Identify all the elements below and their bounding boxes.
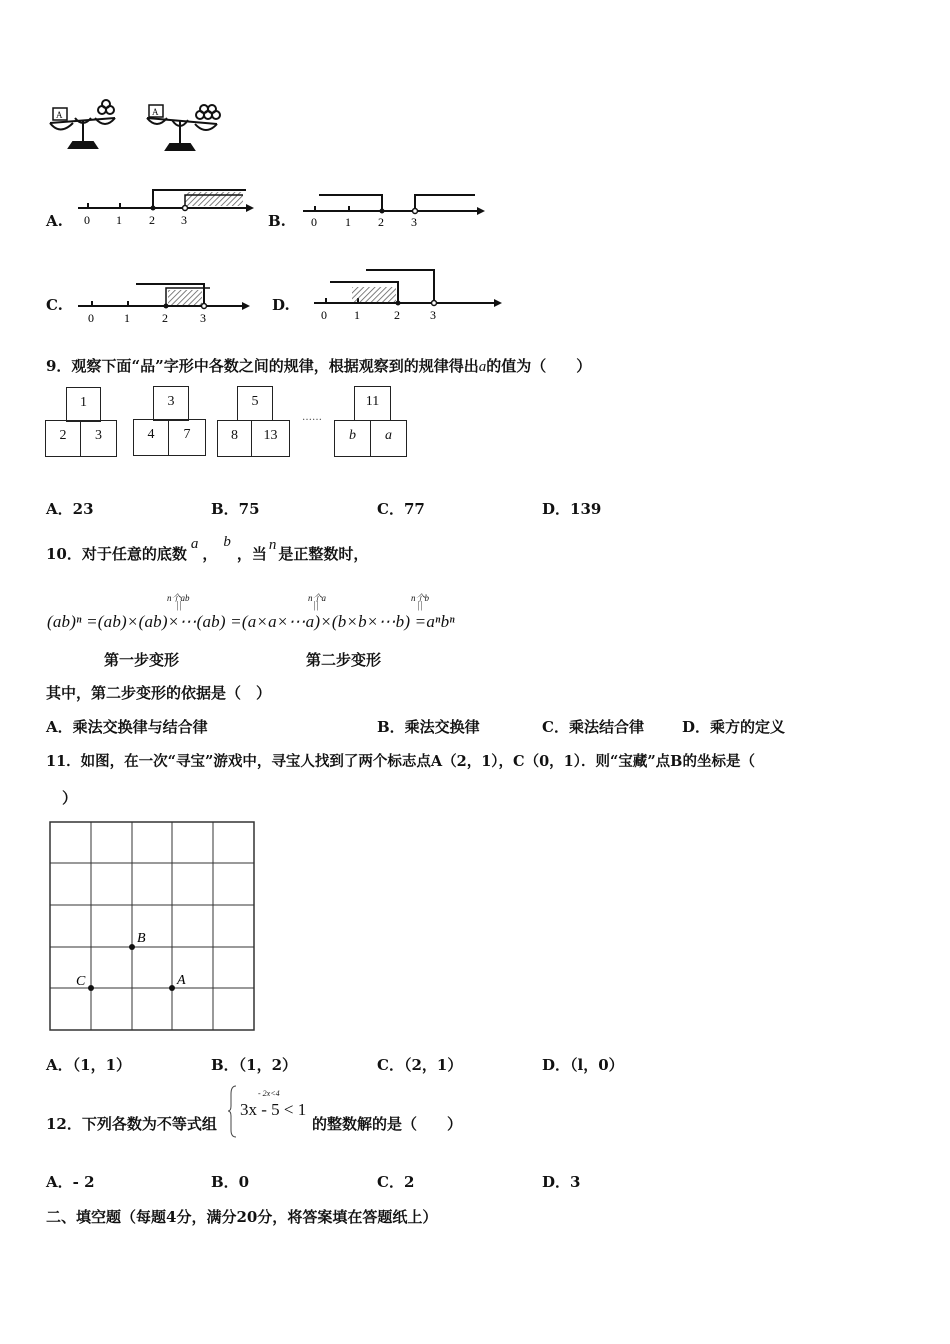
q11-option-b: B．（1，2） [211,1056,298,1074]
q8b-tick-2: 2 [378,215,384,228]
q11-option-d: D．（l，0） [542,1056,624,1074]
balance-scale-left [50,100,115,148]
q8c-tick-3: 3 [200,311,206,324]
q11-stem: 11．如图，在一次“寻宝”游戏中，寻宝人找到了两个标志点A（2，1），C（0，1）．则“宝藏”点B的坐标是（ [46,753,755,770]
q9-g3-left: 8 [217,420,252,457]
q11-point-b [129,944,135,950]
balance-scale-figure [45,98,225,156]
q9-g2-left: 4 [133,419,169,456]
q12-ineq-top: - 2x<4 [258,1089,280,1098]
q10-option-d: D．乘方的定义 [682,718,786,736]
q12-option-b: B．0 [211,1173,250,1191]
q10-option-a: A．乘法交换律与结合律 [46,718,208,736]
q8d-tick-3: 3 [430,308,436,322]
q12-stem-end: 的整数解的是（ ） [312,1115,463,1133]
q10-step1: 第一步变形 [104,651,180,669]
q11-point-a [169,985,175,991]
q10-var-a: a [190,536,199,552]
q11-stem-end: ） [62,789,78,807]
q10-question: 其中，第二步变形的依据是（ ） [46,684,272,702]
q9-g1-left: 2 [45,420,81,457]
q9-g4-right: a [370,420,407,457]
q8-number-line-b [295,183,490,228]
q11-option-a: A．（1，1） [46,1056,132,1074]
q8-option-c-letter: C. [46,296,63,314]
q10-brace-label-3: n个b [411,593,430,603]
q12-stem: 12．下列各数为不等式组 [46,1115,217,1133]
q10-option-c: C．乘法结合律 [542,718,644,736]
q10-step2: 第二步变形 [306,651,382,669]
q8a-tick-3: 3 [181,213,187,227]
q9-ellipsis: …… [302,412,322,423]
q9-var-a: a [478,359,487,375]
q10-stem-1: 10．对于任意的底数 [46,545,187,563]
q10-brace-mark-1: || [176,601,183,611]
q12-option-c: C．2 [377,1173,415,1191]
q9-option-b: B．75 [211,500,260,518]
q8b-tick-1: 1 [345,215,351,228]
q10-brace-mark-3: || [417,601,424,611]
q9-g2-top: 3 [153,386,189,421]
q10-stem-3: 是正整数时， [278,545,369,563]
q8-option-d-letter: D. [272,296,290,314]
q11-label-b: B [137,931,146,946]
q12-option-d: D．3 [542,1173,581,1191]
q8b-tick-3: 3 [411,215,417,228]
q9-option-d: D．139 [542,500,602,518]
q8c-tick-2: 2 [162,311,168,324]
q11-option-c: C．（2，1） [377,1056,463,1074]
q8a-tick-2: 2 [149,213,155,227]
q8-number-line-c [70,276,260,324]
balance-left-label: A [56,110,63,120]
q10-option-b: B．乘法交换律 [377,718,480,736]
q11-label-c: C [76,974,86,989]
q10-brace-label-2: n个a [308,593,327,603]
q9-g4-left: b [334,420,371,457]
q9-stem-end: 的值为（ ） [486,357,592,375]
q11-point-c [88,985,94,991]
q8d-tick-0: 0 [321,308,327,322]
q9-g1-top: 1 [66,387,101,422]
q9-g3-right: 13 [251,420,290,457]
q9-stem-text: 9．观察下面“品”字形中各数之间的规律，根据观察到的规律得出 [46,357,479,375]
q12-ineq-main: 3x - 5 < 1 [240,1100,307,1119]
q10-stem [46,534,369,564]
q10-brace-label-1: n个ab [167,593,190,603]
q9-g3-top: 5 [237,386,273,421]
q10-formula: (ab)ⁿ =(ab)×(ab)×⋯(ab) =(a×a×⋯a)×(b×b×⋯b) =aⁿbⁿ [47,612,455,631]
q9-g4-top: 11 [354,386,391,421]
q9-stem [46,355,591,376]
q12-option-a: A．- 2 [46,1173,95,1191]
q8a-tick-0: 0 [84,213,90,227]
q8-option-b-letter: B. [268,212,286,230]
q9-option-a: A．23 [46,500,94,518]
q8c-tick-0: 0 [88,311,94,324]
q8-number-line-a [68,183,258,228]
q11-grid-figure [48,820,258,1033]
q10-var-n: n [268,537,277,553]
q8b-tick-0: 0 [311,215,317,228]
q12-brace [228,1084,238,1139]
q10-sep1: ， [202,545,218,563]
q10-stem-2: ，当 [236,545,267,563]
q8d-tick-2: 2 [394,308,400,322]
q10-brace-mark-2: || [313,601,320,611]
q8-option-a-letter: A. [46,212,63,230]
section2-title: 二、填空题（每题4分，满分20分，将答案填在答题纸上） [46,1208,438,1226]
q9-g2-right: 7 [168,419,206,456]
q8d-tick-1: 1 [354,308,360,322]
q8a-tick-1: 1 [116,213,122,227]
q11-label-a: A [177,973,186,988]
q9-option-c: C．77 [377,500,425,518]
q10-var-b: b [223,534,231,550]
balance-right-label: A [152,107,159,117]
q9-g1-right: 3 [80,420,117,457]
q8-number-line-d [306,265,511,325]
q8c-tick-1: 1 [124,311,130,324]
